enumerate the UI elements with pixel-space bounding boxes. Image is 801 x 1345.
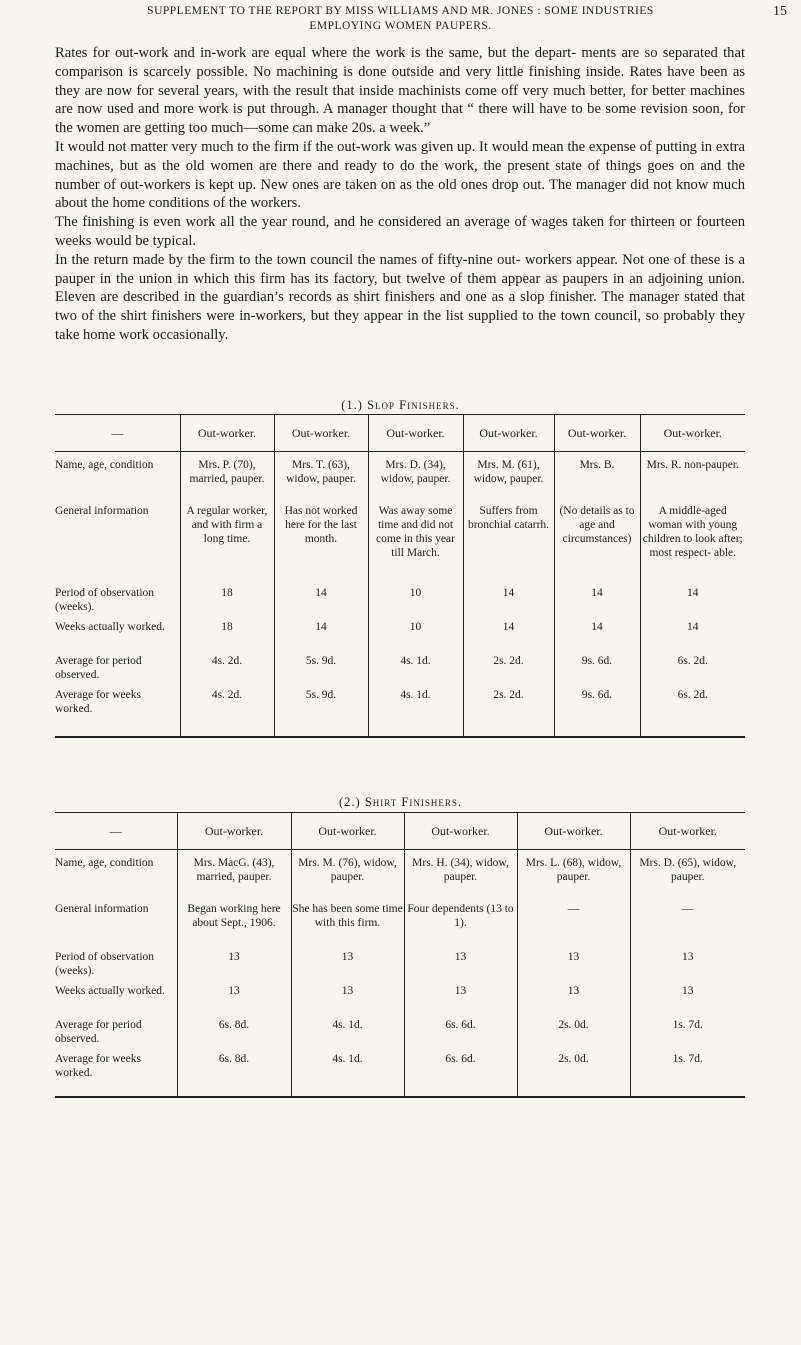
table-cell: 13 [517,984,630,1018]
table-cell: 14 [463,620,554,654]
row-label: General information [55,505,149,517]
table-cell: — [630,902,745,950]
table-cell: 10 [368,586,463,620]
table-cell: 13 [517,950,630,984]
row-label: Period of observation (weeks). [55,951,155,977]
row-label: Average for weeks worked. [55,1052,177,1097]
table-cell: Was away some time and did not come in this year till March. [368,504,463,586]
table-cell: Began working here about Sept., 1906. [177,902,291,950]
table-row [55,586,745,620]
header-cell: Out-worker. [291,813,404,850]
table-cell: Mrs. T. (63), widow, pauper. [274,452,368,505]
paragraph: In the return made by the firm to the town council the names of fifty-nine out- workers appear. Not one of these is a pauper in the union in which this firm has its factory, but twelve of them appear as paupers in an adjoining union. Eleven are described in the guardian’s records as shirt finishers and one as a slop finisher. The manager stated that two of the shirt finishers were in-workers, but they appear in the list supplied to the town council, so probably they take home work occasionally. [55,251,745,343]
header-cell: Out-worker. [274,415,368,452]
row-label: General information [55,903,149,915]
table-cell: 4s. 1d. [368,654,463,688]
row-label: Period of observation (weeks). [55,587,155,613]
table-cell: 4s. 2d. [180,654,274,688]
running-head [0,4,801,34]
header-cell: Out-worker. [517,813,630,850]
table-cell: Mrs. M. (61), widow, pauper. [463,452,554,505]
table-cell: Mrs. D. (34), widow, pauper. [368,452,463,505]
header-cell: Out-worker. [177,813,291,850]
table-cell: Mrs. P. (70), married, pauper. [180,452,274,505]
table-cell: 13 [404,984,517,1018]
table-cell: 6s. 8d. [177,1052,291,1097]
table-row [55,620,745,654]
running-subtitle: EMPLOYING WOMEN PAUPERS. [309,20,492,32]
table-cell: Mrs. R. non-pauper. [640,452,745,505]
table-header-row [55,813,745,850]
table-header-row [55,415,745,452]
table-row [55,504,745,586]
table-cell: Mrs. M. (76), widow, pauper. [291,850,404,903]
table-cell: Mrs. L. (68), widow, pauper. [517,850,630,903]
table-cell: Mrs. B. [554,452,640,505]
header-cell: Out-worker. [180,415,274,452]
table-row [55,984,745,1018]
table-cell: 9s. 6d. [554,654,640,688]
table-cell: 6s. 6d. [404,1052,517,1097]
table-cell: 14 [554,586,640,620]
table-cell: Mrs. D. (65), widow, pauper. [630,850,745,903]
header-cell: Out-worker. [630,813,745,850]
row-label: Weeks actually worked. [55,985,165,997]
table-cell: A regular worker, and with firm a long time. [180,504,274,586]
table-row [55,1052,745,1097]
table-row [55,688,745,737]
header-cell: Out-worker. [640,415,745,452]
running-title: SUPPLEMENT TO THE REPORT BY MISS WILLIAMS AND MR. JONES : SOME INDUSTRIES [147,5,654,17]
slop-finishers-table [55,414,745,738]
row-label: Name, age, condition [55,459,154,471]
table-cell: Mrs. MacG. (43), married, pauper. [177,850,291,903]
table-cell: 2s. 0d. [517,1052,630,1097]
page-number: 15 [773,4,787,19]
table-cell: She has been some time with this firm. [291,902,404,950]
row-label: Average for period observed. [55,1019,142,1045]
table-row [55,654,745,688]
table-cell: 6s. 2d. [640,688,745,737]
header-cell: — [55,813,177,850]
table-title-shirt-finishers: (2.) Shirt Finishers. [339,795,462,809]
row-label: Weeks actually worked. [55,621,165,633]
table-cell: 6s. 6d. [404,1018,517,1052]
table-cell: 13 [404,950,517,984]
table-cell: 5s. 9d. [274,654,368,688]
table-cell: 2s. 2d. [463,654,554,688]
header-cell: Out-worker. [368,415,463,452]
table-cell: 4s. 1d. [291,1018,404,1052]
table-cell: 1s. 7d. [630,1052,745,1097]
table-cell: 13 [177,950,291,984]
header-cell: Out-worker. [554,415,640,452]
table-cell: 14 [274,620,368,654]
table-cell: 6s. 2d. [640,654,745,688]
body-text [55,44,745,345]
table-cell: 9s. 6d. [554,688,640,737]
row-label: Average for weeks worked. [55,688,180,737]
table-cell: Suffers from bronchial catarrh. [463,504,554,586]
table-cell: 13 [291,950,404,984]
table-row [55,950,745,984]
table-row [55,902,745,950]
table-cell: 6s. 8d. [177,1018,291,1052]
table-cell: Mrs. H. (34), widow, pauper. [404,850,517,903]
header-cell: Out-worker. [404,813,517,850]
table-cell: A middle-aged woman with young children to look after; most respect- able. [640,504,745,586]
table-cell: 4s. 1d. [368,688,463,737]
table-row [55,452,745,505]
table-cell: 2s. 0d. [517,1018,630,1052]
table-cell: 1s. 7d. [630,1018,745,1052]
table-row [55,850,745,903]
table-cell: Has not worked here for the last month. [274,504,368,586]
table-cell: 13 [291,984,404,1018]
table-row [55,1018,745,1052]
table-cell: 18 [180,620,274,654]
table-cell: 14 [640,620,745,654]
row-label: Name, age, condition [55,857,154,869]
table-cell: 14 [640,586,745,620]
table-cell: 4s. 1d. [291,1052,404,1097]
row-label: Average for period observed. [55,655,142,681]
table-cell: — [517,902,630,950]
table-cell: 4s. 2d. [180,688,274,737]
paragraph: Rates for out-work and in-work are equal where the work is the same, but the depart- ments are so separated that comparison is scarcely possible. No machining is done outside and very little finishing inside. Rates have been as they are now for several years, with the result that inside machinists come off very much better, for better machines are now used and more work is put through. A manager thought that “ there will have to be some revision soon, for the women are getting too much—some can make 20s. a week.” [55,45,745,137]
table-cell: 13 [630,984,745,1018]
table-cell: 10 [368,620,463,654]
shirt-finishers-table [55,812,745,1098]
paragraph: The finishing is even work all the year round, and he considered an average of wages taken for thirteen or fourteen weeks would be typical. [55,214,745,249]
table-cell: 2s. 2d. [463,688,554,737]
table-cell: 14 [274,586,368,620]
table-cell: 14 [554,620,640,654]
table-cell: (No details as to age and circumstances) [554,504,640,586]
paragraph: It would not matter very much to the firm if the out-work was given up. It would mean the expense of putting in extra machines, but as the old women are there and ready to do the work, the present state of things goes on and the number of out-workers is kept up. New ones are taken on as the old ones drop out. The manager did not know much about the home conditions of the workers. [55,138,745,212]
table-cell: 13 [177,984,291,1018]
table-cell: 18 [180,586,274,620]
table-title-slop-finishers: (1.) Slop Finishers. [341,398,460,412]
table-cell: 5s. 9d. [274,688,368,737]
header-cell: Out-worker. [463,415,554,452]
header-cell: — [55,415,180,452]
table-cell: Four dependents (13 to 1). [404,902,517,950]
table-cell: 14 [463,586,554,620]
table-cell: 13 [630,950,745,984]
